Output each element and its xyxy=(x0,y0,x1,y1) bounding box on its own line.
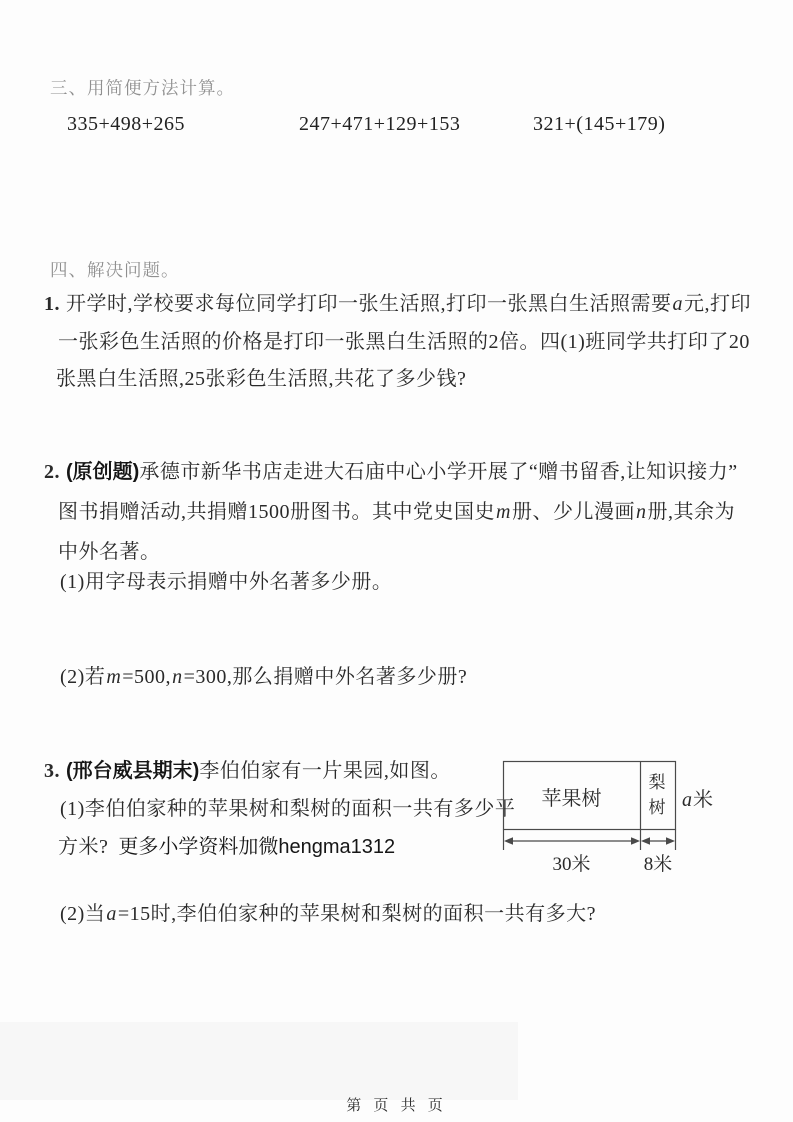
variable-a-side: a xyxy=(682,789,692,811)
problem2-line2-tail: 册,其余为 xyxy=(647,501,735,523)
variable-m-value: m xyxy=(106,666,122,688)
problem1-line1-tail: 元,打印 xyxy=(684,293,751,315)
page-footer: 第 页 共 页 xyxy=(346,1097,447,1114)
problem2-line2-mid: 册、少儿漫画 xyxy=(511,501,635,523)
problem3-q1-tail: 方米? xyxy=(58,836,109,858)
problem2-line1 xyxy=(44,455,738,484)
problem3-number: 3. xyxy=(44,760,60,782)
variable-a: a xyxy=(672,293,683,315)
calc-expression-2: 247+471+129+153 xyxy=(299,113,461,135)
side-length-label xyxy=(681,783,713,812)
variable-m: m xyxy=(496,501,511,523)
problem3-q2-tail: =15时,李伯伯家种的苹果树和梨树的面积一共有多大? xyxy=(117,903,596,925)
problem3-line1-text: 李伯伯家有一片果园,如图。 xyxy=(199,760,451,782)
watermark-text: 更多小学资料加微hengma1312 xyxy=(118,836,396,858)
problem2-q2-tail: =300,那么捐赠中外名著多少册? xyxy=(183,666,468,688)
scan-shade-band xyxy=(0,1022,518,1100)
problem3-line1 xyxy=(44,754,451,783)
variable-n-value: n xyxy=(172,666,183,688)
problem3-q2-text: (2)当 xyxy=(60,903,106,925)
variable-a-value: a xyxy=(106,903,117,925)
problem2-line1-text: 承德市新华书店走进大石庙中心小学开展了“赠书留香,让知识接力” xyxy=(139,461,738,483)
side-unit: 米 xyxy=(693,789,713,811)
problem3-source-tag: (邢台威县期末) xyxy=(66,760,200,782)
width-8m-label: 8米 xyxy=(643,854,673,875)
problem2-line3: 中外名著。 xyxy=(58,541,161,563)
problem2-question1: (1)用字母表示捐赠中外名著多少册。 xyxy=(60,571,393,593)
problem2-question2 xyxy=(60,660,467,689)
variable-n: n xyxy=(635,501,647,523)
problem1-number: 1. xyxy=(44,293,60,315)
problem1-line1 xyxy=(44,287,751,316)
section-solve-title: 四、解决问题。 xyxy=(50,260,180,280)
problem3-question2 xyxy=(60,897,596,926)
problem2-source-tag: (原创题) xyxy=(66,461,140,483)
problem2-line2 xyxy=(58,495,735,524)
problem2-q2-text: (2)若 xyxy=(60,666,106,688)
apple-trees-label: 苹果树 xyxy=(541,788,602,810)
problem1-line2: 一张彩色生活照的价格是打印一张黑白生活照的2倍。四(1)班同学共打印了20 xyxy=(58,331,750,353)
problem2-line2-text: 图书捐赠活动,共捐赠1500册图书。其中党史国史 xyxy=(58,501,495,523)
calc-expression-1: 335+498+265 xyxy=(67,113,186,135)
problem3-question1-line1: (1)李伯伯家种的苹果树和梨树的面积一共有多少平 xyxy=(60,798,516,820)
width-30m-label: 30米 xyxy=(552,854,591,875)
pear-trees-label: 梨树 xyxy=(648,773,666,817)
problem2-number: 2. xyxy=(44,461,60,483)
problem2-q2-mid: =500, xyxy=(122,666,172,688)
problem1-line1-text: 开学时,学校要求每位同学打印一张生活照,打印一张黑白生活照需要 xyxy=(66,293,672,315)
problem1-line3: 张黑白生活照,25张彩色生活照,共花了多少钱? xyxy=(56,368,467,390)
section-calc-title: 三、用简便方法计算。 xyxy=(50,78,235,98)
problem3-question1-line2 xyxy=(58,830,395,859)
calc-expression-3: 321+(145+179) xyxy=(533,113,666,135)
